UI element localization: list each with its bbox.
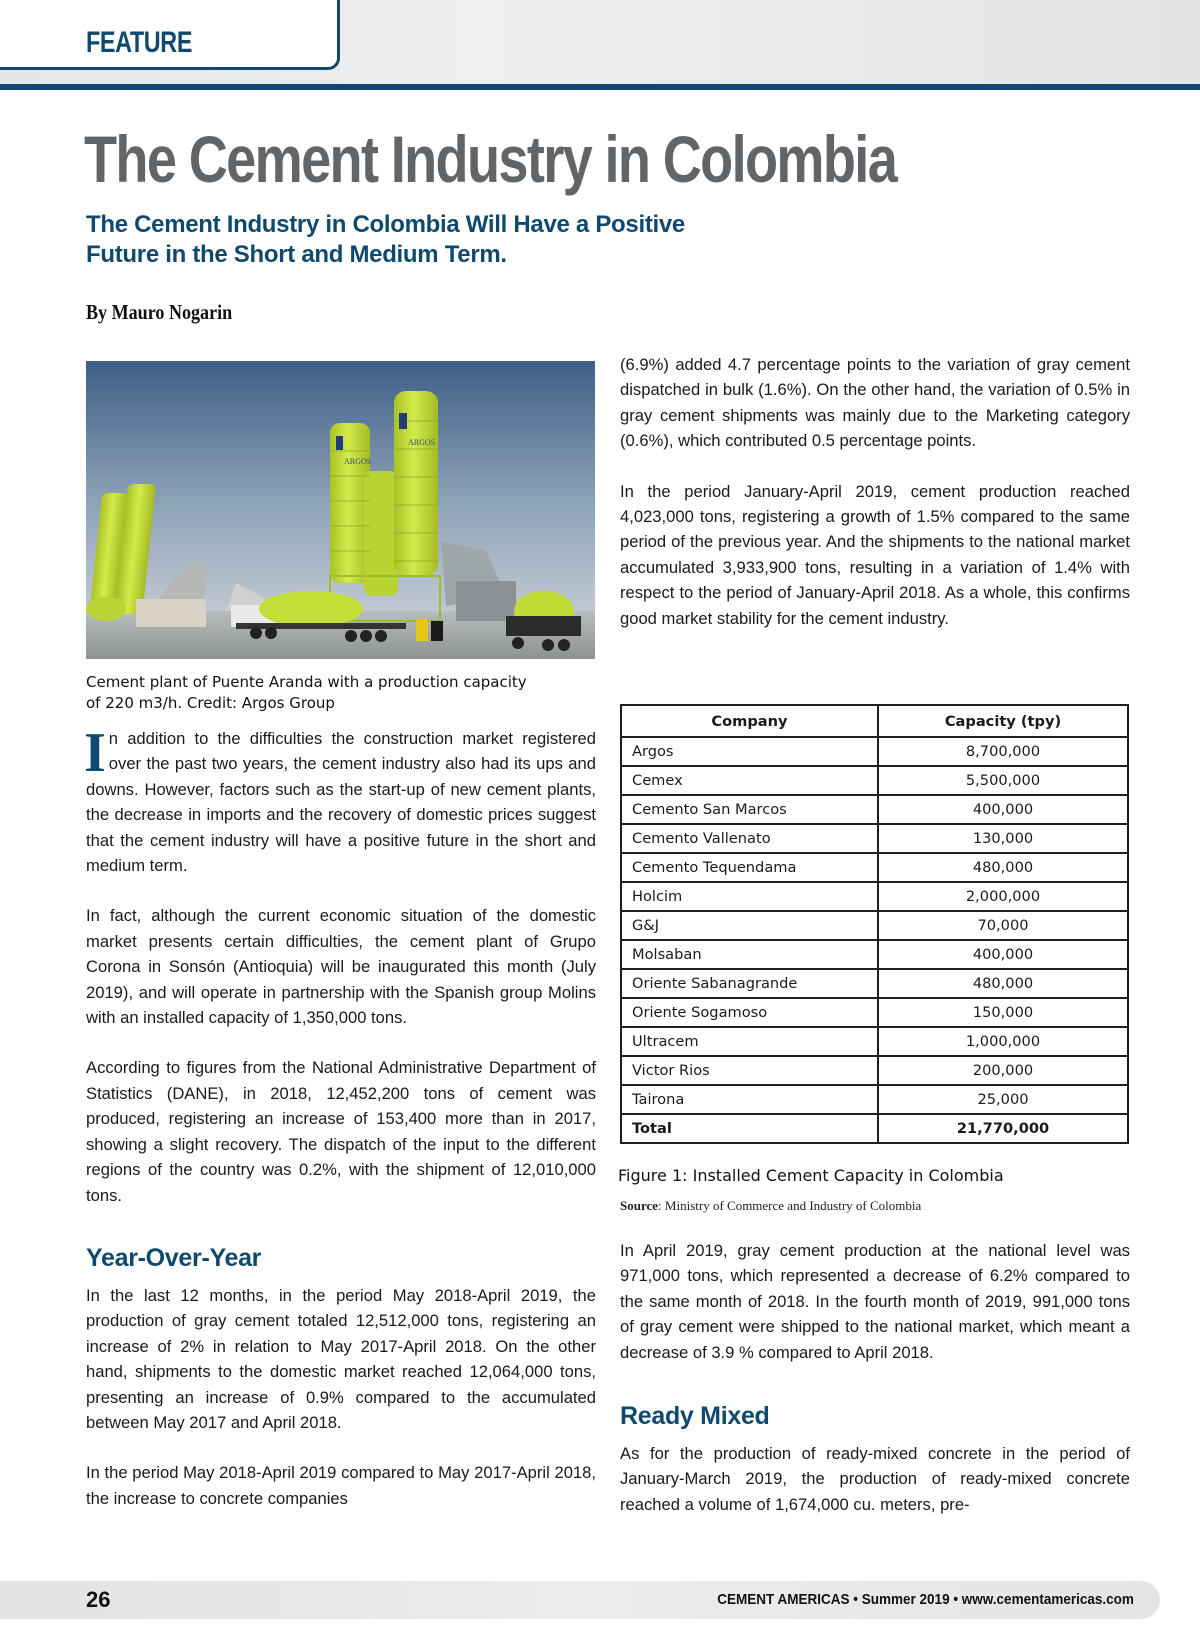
article-title: The Cement Industry in Colombia (84, 122, 897, 196)
installed-capacity-table (620, 704, 1129, 1144)
company-cell: Molsaban (621, 940, 878, 969)
company-cell: Tairona (621, 1085, 878, 1114)
left-column-yoy (86, 1283, 596, 1511)
company-cell: G&J (621, 911, 878, 940)
company-cell: Cemento Tequendama (621, 853, 878, 882)
total-value: 21,770,000 (878, 1114, 1128, 1143)
photo-caption-line-2: of 220 m3/h. Credit: Argos Group (86, 694, 335, 712)
paragraph-ready-mixed: As for the production of ready-mixed concrete in the period of January-March 2019, the production of ready-mixed concrete reached a volume of 1,674,000 cu. meters, pre- (620, 1444, 1130, 1514)
heading-ready-mixed: Ready Mixed (620, 1402, 770, 1430)
capacity-cell: 400,000 (878, 795, 1128, 824)
photo-caption-line-1: Cement plant of Puente Aranda with a production capacity (86, 673, 527, 691)
company-cell: Oriente Sogamoso (621, 998, 878, 1027)
column-header-capacity: Capacity (tpy) (878, 705, 1128, 737)
paragraph-corona-plant: In fact, although the current economic situation of the domestic market presents certain difficulties, the cement plant of Grupo Corona in Sonsón (Antioquia) will be inaugurated this month (July 2019), and will operate in partnership with the Spanish group Molins with an installed capacity of 1,350,000 tons. (86, 906, 596, 1028)
table-body (621, 737, 1128, 1143)
capacity-cell: 5,500,000 (878, 766, 1128, 795)
company-cell: Cemento San Marcos (621, 795, 878, 824)
subtitle-line-1: The Cement Industry in Colombia Will Have a Positive (86, 211, 685, 238)
silo-brand-text: ARGOS (344, 457, 372, 466)
paragraph-bulk-variation: (6.9%) added 4.7 percentage points to the variation of gray cement dispatched in bulk (1.6%). On the other hand, the variation of 0.5% in gray cement shipments was mainly due to the Marketing category (0.6%), which contributed 0.5 percentage points. (620, 355, 1130, 451)
table-row (621, 1056, 1128, 1085)
company-cell: Ultracem (621, 1027, 878, 1056)
capacity-cell: 150,000 (878, 998, 1128, 1027)
drop-cap: I (84, 722, 106, 784)
company-cell: Victor Rios (621, 1056, 878, 1085)
paragraph-last-12-months: In the last 12 months, in the period May 2018-April 2019, the production of gray cement totaled 12,512,000 tons, registering an increase of 2% in relation to May 2017-April 2018. On the other hand, shipments to the domestic market reached 12,064,000 tons, presenting an increase of 0.9% compared to the accumulated between May 2017 and April 2018. (86, 1286, 596, 1433)
table-row (621, 795, 1128, 824)
table-row (621, 824, 1128, 853)
section-label: FEATURE (86, 26, 193, 59)
total-label: Total (621, 1114, 878, 1143)
table-header-row (621, 705, 1128, 737)
subtitle-line-2: Future in the Short and Medium Term. (86, 241, 507, 268)
intro-paragraph (84, 722, 596, 878)
figure-caption: Figure 1: Installed Cement Capacity in Colombia (618, 1166, 1004, 1185)
capacity-cell: 480,000 (878, 969, 1128, 998)
page-number: 26 (86, 1587, 111, 1612)
paragraph-april-2019: In April 2019, gray cement production at the national level was 971,000 tons, which represented a decrease of 6.2% compared to the same month of 2018. In the fourth month of 2019, 991,000 tons of gray cement were shipped to the national market, which meant a decrease of 3.9 % compared to April 2018. (620, 1241, 1130, 1362)
column-header-company: Company (621, 705, 878, 737)
table-source (620, 1198, 921, 1214)
source-text: : Ministry of Commerce and Industry of Colombia (658, 1198, 922, 1213)
silo-brand-text-2: ARGOS (408, 438, 436, 447)
right-column-ready-mixed (620, 1441, 1130, 1517)
byline: By Mauro Nogarin (86, 300, 233, 324)
capacity-cell: 480,000 (878, 853, 1128, 882)
header-rule (0, 84, 1200, 90)
publication-line: CEMENT AMERICAS • Summer 2019 • www.cementamericas.com (717, 1591, 1134, 1608)
capacity-cell: 70,000 (878, 911, 1128, 940)
capacity-cell: 400,000 (878, 940, 1128, 969)
table-row (621, 911, 1128, 940)
capacity-cell: 2,000,000 (878, 882, 1128, 911)
article-subtitle (86, 210, 806, 270)
left-column-intro (84, 722, 596, 1208)
capacity-cell: 8,700,000 (878, 737, 1128, 766)
right-column-top (620, 352, 1130, 631)
right-column-april (620, 1238, 1130, 1365)
table-row (621, 737, 1128, 766)
company-cell: Holcim (621, 882, 878, 911)
company-cell: Cemex (621, 766, 878, 795)
company-cell: Argos (621, 737, 878, 766)
cement-plant-photo (86, 361, 595, 659)
table-row (621, 940, 1128, 969)
capacity-cell: 200,000 (878, 1056, 1128, 1085)
company-cell: Oriente Sabanagrande (621, 969, 878, 998)
capacity-cell: 130,000 (878, 824, 1128, 853)
paragraph-concrete-companies: In the period May 2018-April 2019 compared to May 2017-April 2018, the increase to concrete companies (86, 1463, 596, 1508)
capacity-cell: 25,000 (878, 1085, 1128, 1114)
table-row (621, 969, 1128, 998)
table-row (621, 766, 1128, 795)
table-row (621, 882, 1128, 911)
table-row (621, 1085, 1128, 1114)
capacity-cell: 1,000,000 (878, 1027, 1128, 1056)
source-label: Source (620, 1198, 659, 1213)
photo-illustration (86, 361, 595, 659)
photo-caption (86, 672, 606, 714)
table-row (621, 1027, 1128, 1056)
table-row (621, 853, 1128, 882)
paragraph-jan-apr-2019: In the period January-April 2019, cement production reached 4,023,000 tons, registering a growth of 1.5% compared to the same period of the previous year. And the shipments to the national market accumulated 3,933,900 tons, resulting in a variation of 1.4% with respect to the period of January-April 2018. As a whole, this confirms good market stability for the cement industry. (620, 481, 1130, 628)
company-cell: Cemento Vallenato (621, 824, 878, 853)
table-total-row (621, 1114, 1128, 1143)
paragraph-dane-figures: According to figures from the National Administrative Department of Statistics (DANE), in 2018, 12,452,200 tons of cement was produced, registering an increase of 153,400 more than in 2017, showing a slight recovery. The dispatch of the input to the different regions of the country was 0.2%, with the shipment of 12,010,000 tons. (86, 1058, 596, 1205)
intro-paragraph-text: n addition to the difficulties the construction market registered over the past two years, the cement industry also had its ups and downs. However, factors such as the start-up of new cement plants, the decrease in imports and the recovery of domestic prices suggest that the cement industry will have a positive future in the short and medium term. (86, 729, 596, 876)
table-row (621, 998, 1128, 1027)
heading-year-over-year: Year-Over-Year (86, 1244, 262, 1272)
